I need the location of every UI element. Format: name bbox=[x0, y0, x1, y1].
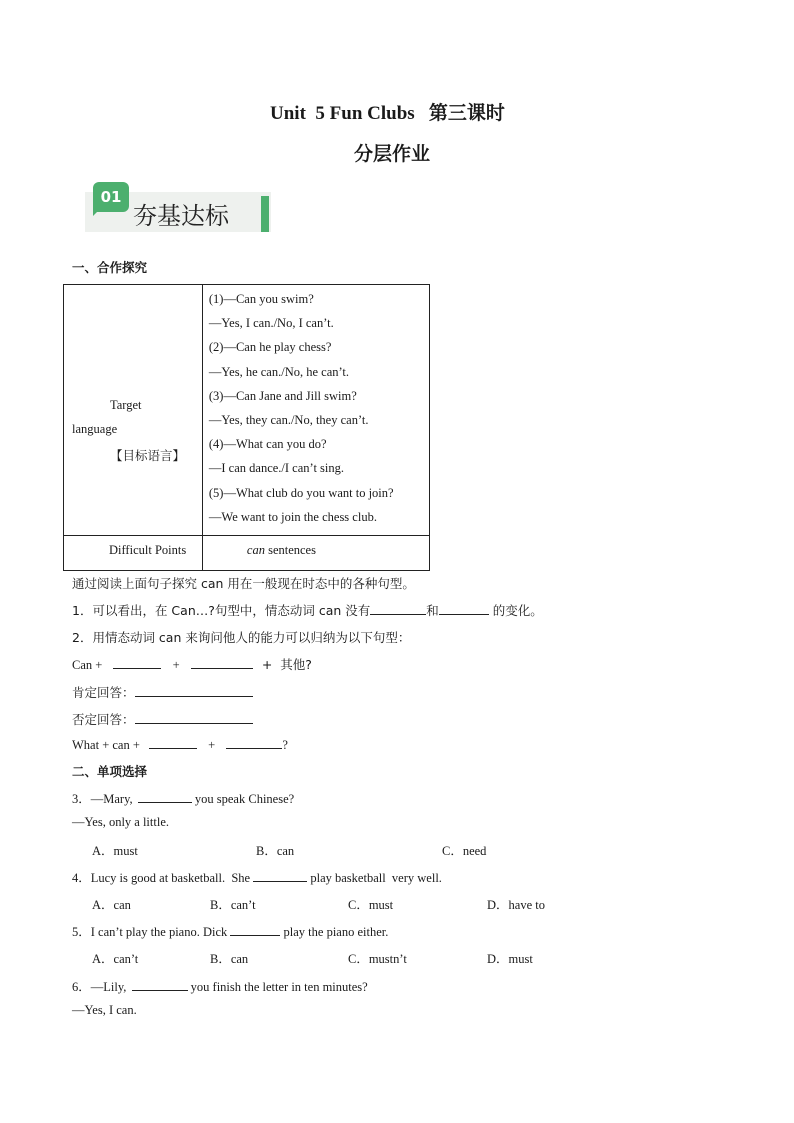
answer-blank[interactable] bbox=[253, 869, 307, 882]
table-row bbox=[64, 536, 430, 571]
sentence-line: —I can dance./I can’t sing. bbox=[208, 461, 345, 476]
q3-response: —Yes, only a little. bbox=[72, 815, 169, 829]
page-title: Unit 5 Fun Clubs 第三课时 bbox=[270, 103, 505, 124]
difficult-word: can bbox=[246, 543, 265, 557]
difficult-rest: sentences bbox=[264, 543, 316, 557]
q3-text-a: 3．—Mary, bbox=[72, 792, 133, 806]
option-b[interactable]: B．can bbox=[210, 952, 249, 966]
target-language-sentences-cell bbox=[202, 285, 429, 536]
sentence-line: —Yes, they can./No, they can’t. bbox=[208, 412, 369, 427]
pattern1-c: + 其他? bbox=[261, 657, 312, 672]
section-badge bbox=[85, 180, 271, 234]
affirm-label: 肯定回答： bbox=[72, 685, 135, 700]
target-language-label-cell bbox=[64, 285, 203, 536]
answer-blank[interactable] bbox=[113, 656, 161, 669]
q6-response: —Yes, I can. bbox=[72, 1003, 137, 1017]
q1-text-c: 的变化。 bbox=[488, 603, 543, 618]
q1-text-b: 和 bbox=[426, 603, 439, 618]
label-target-cn: 【目标语言】 bbox=[110, 448, 186, 463]
sentence-line: —We want to join the chess club. bbox=[208, 509, 377, 524]
answer-blank[interactable] bbox=[132, 978, 188, 991]
pattern-what-can bbox=[72, 736, 288, 753]
option-a[interactable]: A．can’t bbox=[92, 952, 139, 966]
section-heading-1: 一、合作探究 bbox=[72, 260, 148, 275]
option-c[interactable]: C．need bbox=[442, 844, 487, 858]
option-d[interactable]: D．must bbox=[487, 952, 533, 966]
badge-bar bbox=[261, 196, 269, 232]
option-c[interactable]: C．must bbox=[348, 898, 394, 912]
q5-text-a: 5．I can’t play the piano. Dick bbox=[72, 925, 228, 939]
answer-blank[interactable] bbox=[439, 602, 489, 615]
pattern1-a: Can + bbox=[72, 658, 103, 672]
answer-blank[interactable] bbox=[226, 736, 282, 749]
sentence-line: —Yes, he can./No, he can’t. bbox=[208, 364, 350, 379]
pattern2-b: + bbox=[208, 738, 216, 752]
sentence-line: (2)—Can he play chess? bbox=[208, 340, 332, 355]
option-d[interactable]: D．have to bbox=[487, 898, 545, 912]
q4-text-b: play basketball very well. bbox=[310, 871, 442, 885]
label-language: language bbox=[72, 422, 118, 436]
sentence-line: (3)—Can Jane and Jill swim? bbox=[208, 388, 357, 403]
pattern-can bbox=[72, 655, 312, 673]
option-b[interactable]: B．can’t bbox=[210, 898, 256, 912]
q6-text-a: 6．—Lily, bbox=[72, 980, 127, 994]
badge-label: 夯基达标 bbox=[133, 202, 229, 230]
table-row bbox=[64, 285, 430, 536]
answer-blank[interactable] bbox=[149, 736, 197, 749]
negative-answer bbox=[72, 710, 253, 728]
question-4 bbox=[72, 868, 442, 886]
question-1 bbox=[72, 601, 543, 619]
difficult-points-value-cell bbox=[202, 536, 429, 571]
label-target: Target bbox=[110, 398, 142, 412]
sentence-line: —Yes, I can./No, I can’t. bbox=[208, 316, 334, 331]
option-b[interactable]: B．can bbox=[256, 844, 295, 858]
sentence-line: (5)—What club do you want to join? bbox=[208, 485, 394, 500]
badge-number: 01 bbox=[93, 182, 129, 212]
option-a[interactable]: A．can bbox=[92, 898, 131, 912]
question-2: 2．用情态动词 can 来询问他人的能力可以归纳为以下句型： bbox=[72, 630, 411, 645]
answer-blank[interactable] bbox=[370, 602, 426, 615]
difficult-points-value bbox=[209, 536, 429, 558]
question-6 bbox=[72, 977, 368, 995]
intro-text: 通过阅读上面句子探究 can 用在一般现在时态中的各种句型。 bbox=[72, 576, 415, 591]
option-c[interactable]: C．mustn’t bbox=[348, 952, 407, 966]
difficult-points-label: Difficult Points bbox=[109, 543, 187, 557]
question-3 bbox=[72, 789, 294, 807]
q3-text-b: you speak Chinese? bbox=[194, 792, 295, 806]
answer-blank[interactable] bbox=[135, 684, 253, 697]
target-language-table bbox=[63, 284, 430, 571]
question-5 bbox=[72, 922, 388, 940]
answer-blank[interactable] bbox=[138, 790, 192, 803]
sentence-line: (1)—Can you swim? bbox=[208, 292, 314, 306]
page-subtitle: 分层作业 bbox=[354, 143, 431, 165]
q6-text-b: you finish the letter in ten minutes? bbox=[190, 980, 368, 994]
difficult-points-label-cell bbox=[64, 536, 203, 571]
pattern2-c: ? bbox=[282, 738, 288, 752]
pattern1-b: + bbox=[172, 658, 180, 672]
answer-blank[interactable] bbox=[230, 923, 280, 936]
q1-text-a: 1．可以看出，在 Can…?句型中，情态动词 can 没有 bbox=[72, 603, 371, 618]
sentence-line: (4)—What can you do? bbox=[208, 437, 327, 452]
pattern2-a: What + can + bbox=[72, 738, 140, 752]
section-heading-2: 二、单项选择 bbox=[72, 764, 148, 779]
answer-blank[interactable] bbox=[191, 656, 253, 669]
q4-text-a: 4．Lucy is good at basketball. She bbox=[72, 871, 251, 885]
q5-text-b: play the piano either. bbox=[283, 925, 389, 939]
answer-blank[interactable] bbox=[135, 711, 253, 724]
affirmative-answer bbox=[72, 683, 253, 701]
negative-label: 否定回答： bbox=[72, 712, 135, 727]
option-a[interactable]: A．must bbox=[92, 844, 138, 858]
